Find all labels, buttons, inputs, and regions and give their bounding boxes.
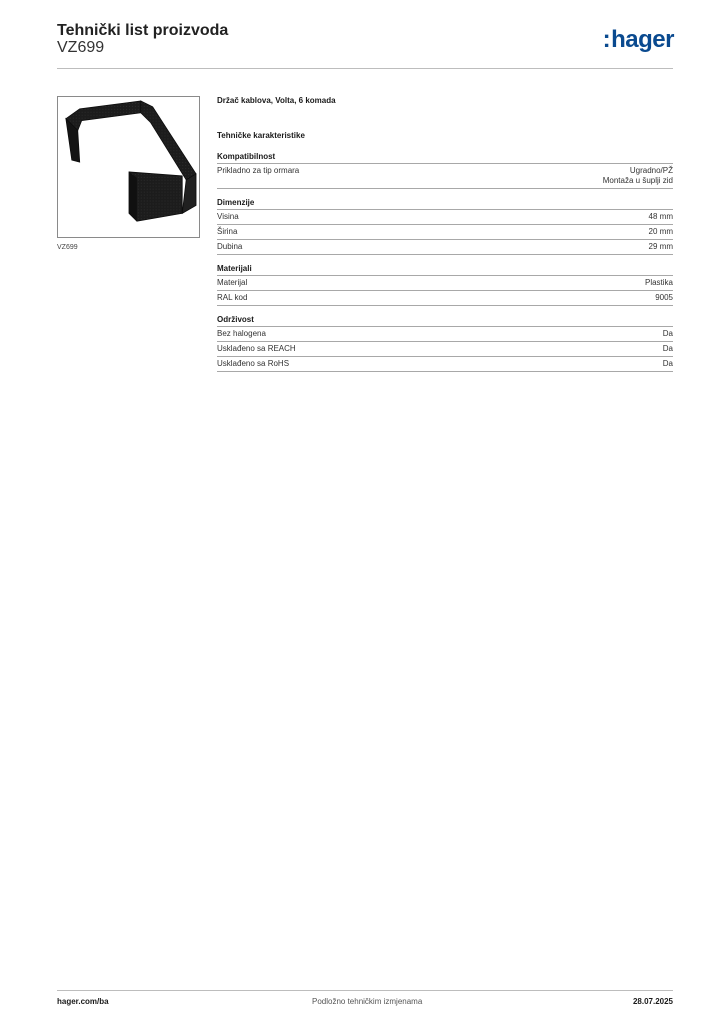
spec-row xyxy=(217,225,673,240)
spec-label: Usklađeno sa RoHS xyxy=(217,359,290,368)
spec-value-line: Ugradno/PŽ xyxy=(629,166,673,175)
spec-row xyxy=(217,210,673,225)
spec-value xyxy=(603,166,673,186)
spec-value: Da xyxy=(662,329,673,338)
spec-row xyxy=(217,357,673,372)
image-caption: VZ699 xyxy=(57,244,78,251)
spec-value-line: Montaža u šuplji zid xyxy=(602,176,673,185)
spec-value: 48 mm xyxy=(648,212,673,221)
spec-value: Da xyxy=(662,344,673,353)
spec-row xyxy=(217,327,673,342)
footer-divider xyxy=(57,990,673,991)
spec-value: Plastika xyxy=(644,278,673,287)
spec-value: Da xyxy=(662,359,673,368)
footer-website-link[interactable]: hager.com/ba xyxy=(57,997,109,1006)
spec-value: 9005 xyxy=(655,293,673,302)
logo-text: hager xyxy=(611,26,674,53)
product-code: VZ699 xyxy=(57,39,105,56)
group-odrzivost xyxy=(217,315,673,372)
spec-label: RAL kod xyxy=(217,293,248,302)
group-title: Materijali xyxy=(217,264,673,276)
spec-label: Širina xyxy=(217,227,238,236)
group-title: Održivost xyxy=(217,315,673,327)
section-heading: Tehničke karakteristike xyxy=(217,131,305,140)
hager-logo xyxy=(603,28,674,52)
spec-label: Usklađeno sa REACH xyxy=(217,344,296,353)
cable-holder-image xyxy=(58,97,199,237)
page-title: Tehnički list proizvoda xyxy=(57,22,229,39)
group-dimenzije xyxy=(217,198,673,255)
spec-label: Prikladno za tip ormara xyxy=(217,166,300,175)
spec-row xyxy=(217,291,673,306)
spec-row xyxy=(217,342,673,357)
spec-label: Visina xyxy=(217,212,239,221)
spec-value: 20 mm xyxy=(648,227,673,236)
spec-row xyxy=(217,276,673,291)
group-kompatibilnost xyxy=(217,152,673,189)
spec-row xyxy=(217,240,673,255)
spec-label: Bez halogena xyxy=(217,329,266,338)
product-image xyxy=(57,96,200,238)
group-title: Dimenzije xyxy=(217,198,673,210)
spec-value: 29 mm xyxy=(648,242,673,251)
header-divider xyxy=(57,68,673,69)
spec-label: Dubina xyxy=(217,242,243,251)
footer-date: 28.07.2025 xyxy=(632,997,673,1006)
group-materijali xyxy=(217,264,673,306)
spec-label: Materijal xyxy=(217,278,248,287)
spec-content xyxy=(217,96,673,381)
product-name: Držač kablova, Volta, 6 komada xyxy=(217,96,336,105)
spec-row xyxy=(217,164,673,189)
footer-notice: Podložno tehničkim izmjenama xyxy=(312,997,423,1006)
logo-dots-icon: : xyxy=(602,26,611,53)
group-title: Kompatibilnost xyxy=(217,152,673,164)
